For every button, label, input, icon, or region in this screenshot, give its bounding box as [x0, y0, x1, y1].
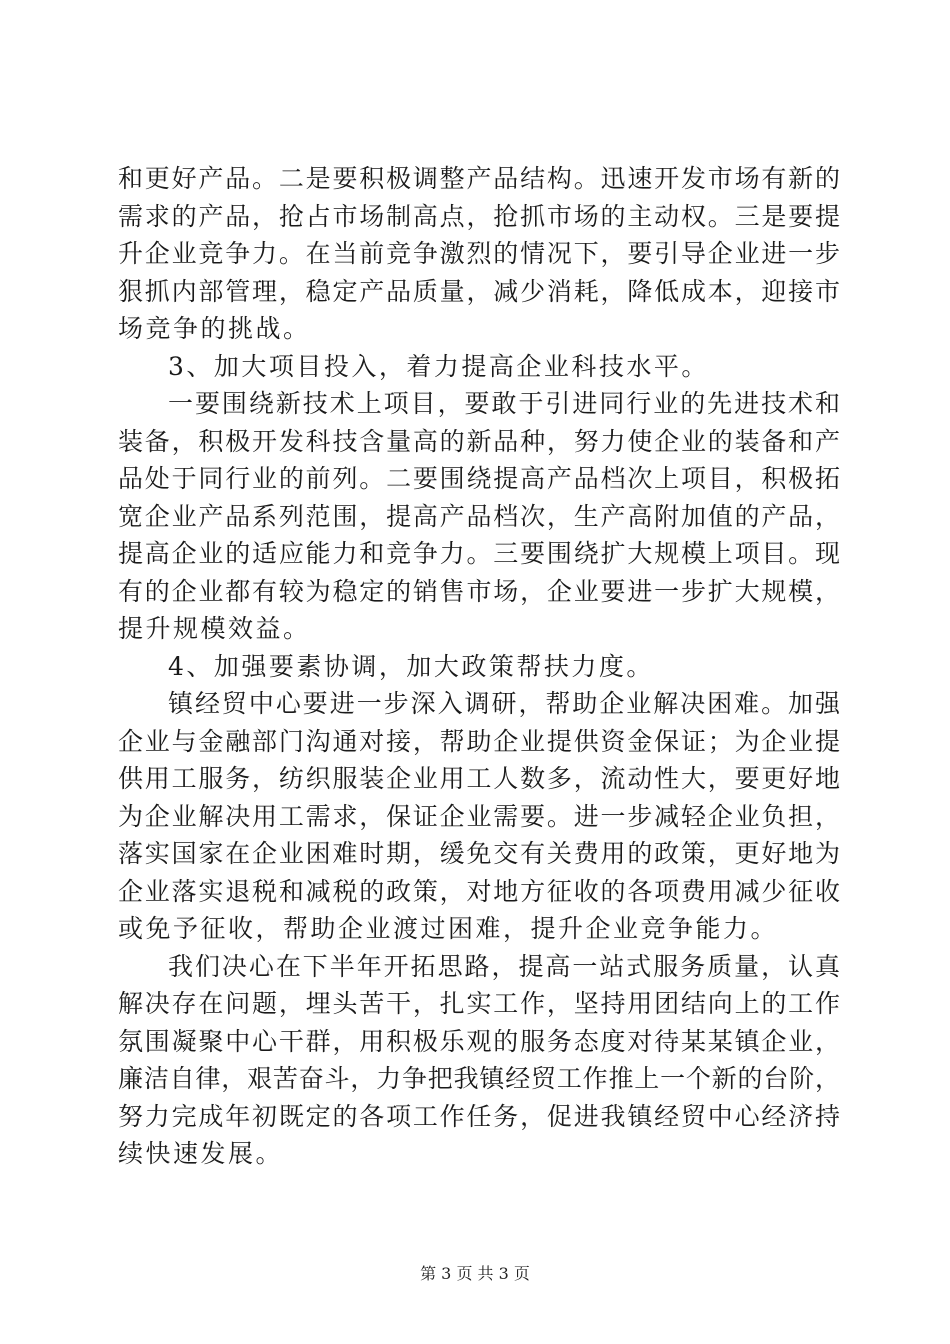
- text-line: 落实国家在企业困难时期，缓免交有关费用的政策，更好地为: [118, 839, 840, 868]
- text-line: 狠抓内部管理，稳定产品质量，减少消耗，降低成本，迎接市: [118, 276, 840, 306]
- text-line: 有的企业都有较为稳定的销售市场，企业要进一步扩大规模，: [118, 576, 840, 606]
- text-line: 廉洁自律，艰苦奋斗，力争把我镇经贸工作推上一个新的台阶，: [118, 1064, 840, 1093]
- page-number-footer: 第 3 页 共 3 页: [420, 1264, 530, 1283]
- text-line: 场竞争的挑战。: [118, 314, 311, 343]
- section-heading: 4、加强要素协调，加大政策帮扶力度。: [168, 651, 654, 681]
- text-line: 提升规模效益。: [118, 614, 311, 643]
- text-line: 供用工服务，纺织服装企业用工人数多，流动性大，要更好地: [118, 764, 840, 793]
- text-line: 续快速发展。: [118, 1139, 284, 1168]
- text-line: 镇经贸中心要进一步深入调研，帮助企业解决困难。加强: [168, 689, 840, 718]
- text-line: 企业落实退税和减税的政策，对地方征收的各项费用减少征收: [118, 876, 840, 906]
- section-heading: 3、加大项目投入，着力提高企业科技水平。: [168, 351, 709, 381]
- text-line: 我们决心在下半年开拓思路，提高一站式服务质量，认真: [168, 951, 840, 981]
- text-line: 氛围凝聚中心干群，用积极乐观的服务态度对待某某镇企业，: [118, 1026, 840, 1056]
- text-line: 企业与金融部门沟通对接，帮助企业提供资金保证；为企业提: [118, 726, 840, 756]
- text-line: 装备，积极开发科技含量高的新品种，努力使企业的装备和产: [118, 426, 840, 456]
- text-line: 一要围绕新技术上项目，要敢于引进同行业的先进技术和: [168, 389, 840, 418]
- text-line: 提高企业的适应能力和竞争力。三要围绕扩大规模上项目。现: [118, 539, 840, 568]
- text-line: 努力完成年初既定的各项工作任务，促进我镇经贸中心经济持: [118, 1101, 840, 1131]
- text-line: 需求的产品，抢占市场制高点，抢抓市场的主动权。三是要提: [118, 201, 840, 231]
- document-body: [118, 160, 840, 1173]
- text-line: 和更好产品。二是要积极调整产品结构。迅速开发市场有新的: [118, 164, 840, 193]
- text-line: 宽企业产品系列范围，提高产品档次，生产高附加值的产品，: [118, 501, 840, 531]
- text-line: 为企业解决用工需求，保证企业需要。进一步减轻企业负担，: [118, 801, 840, 831]
- text-line: 品处于同行业的前列。二要围绕提高产品档次上项目，积极拓: [118, 464, 840, 493]
- text-line: 解决存在问题，埋头苦干，扎实工作，坚持用团结向上的工作: [118, 989, 840, 1018]
- text-line: 升企业竞争力。在当前竞争激烈的情况下，要引导企业进一步: [118, 239, 840, 268]
- text-line: 或免予征收，帮助企业渡过困难，提升企业竞争能力。: [118, 914, 779, 943]
